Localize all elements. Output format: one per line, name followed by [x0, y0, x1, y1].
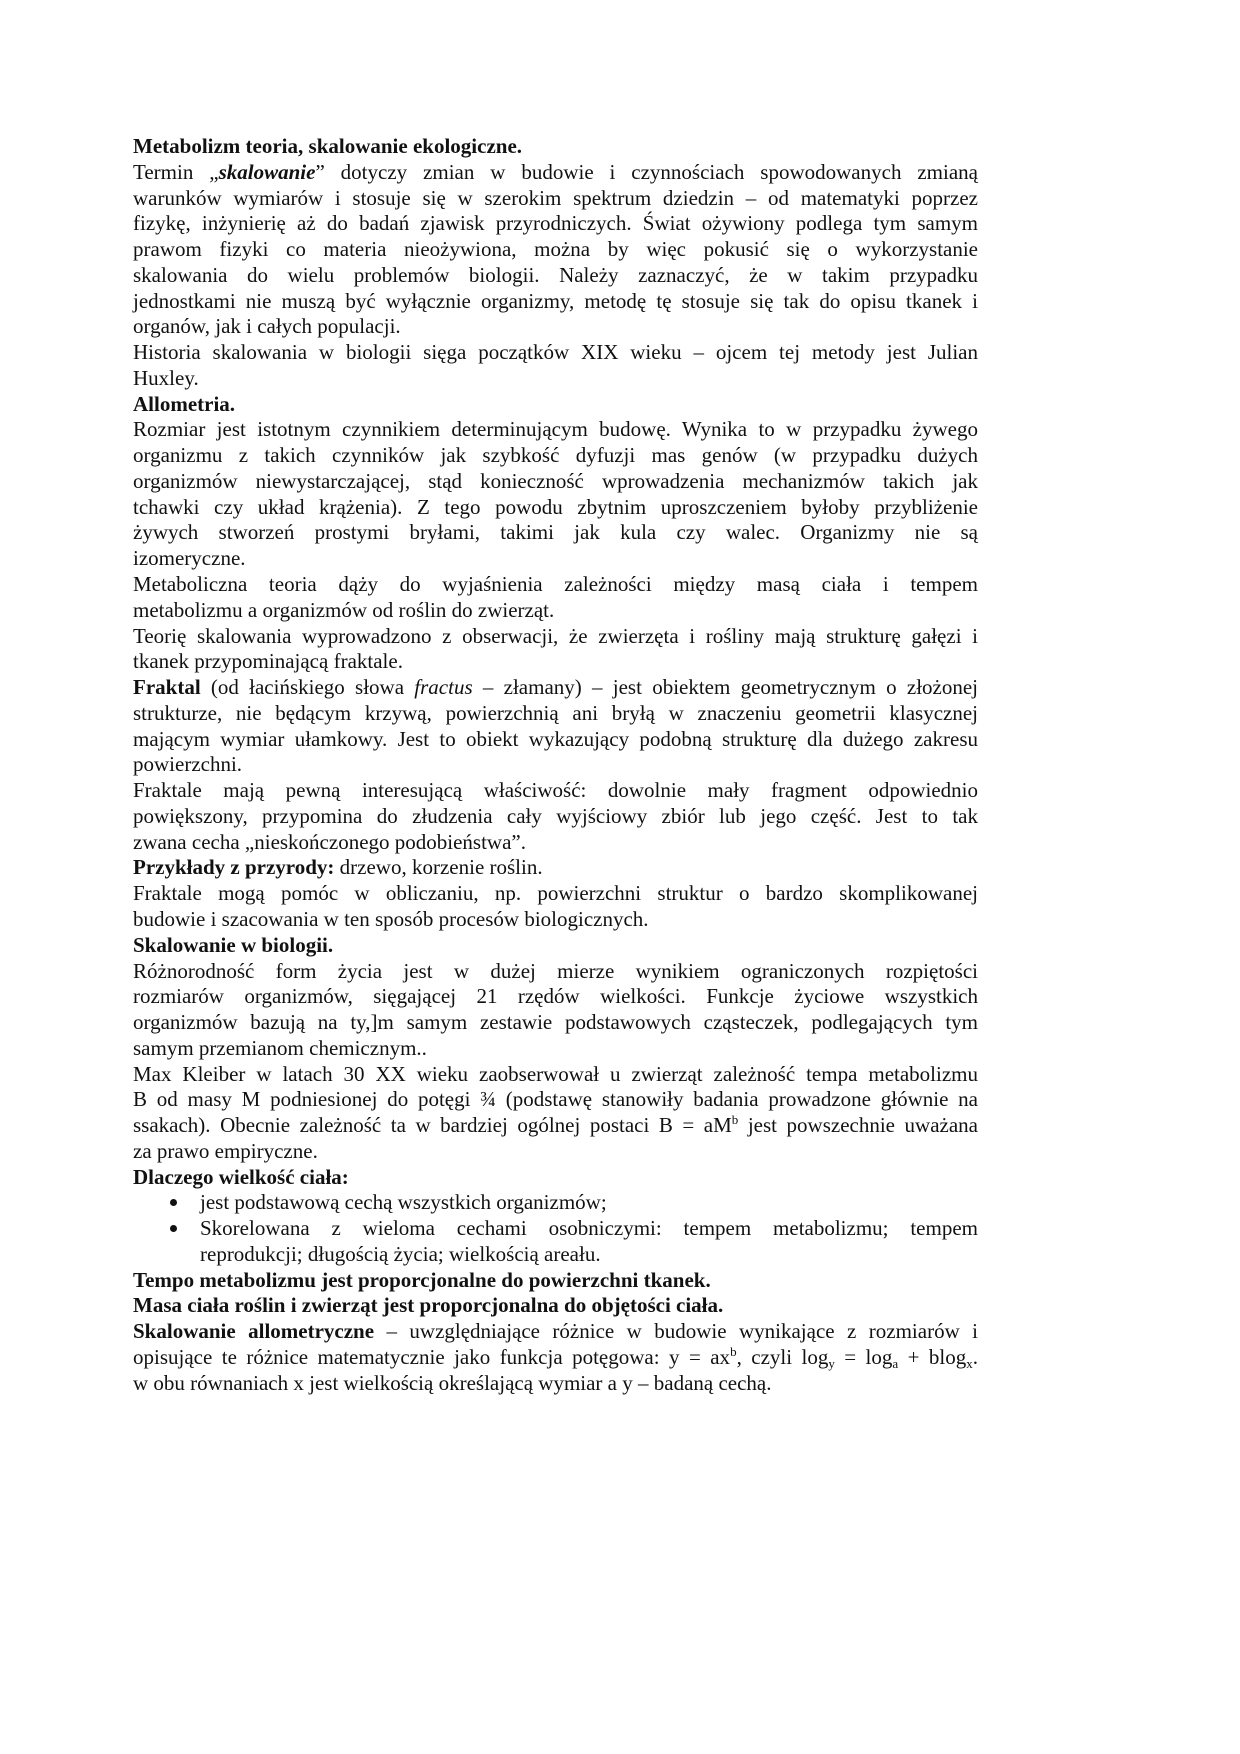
text-run: .: [972, 1344, 978, 1369]
superscript: b: [730, 1343, 737, 1359]
text-run: w obu równaniach x jest wielkością określającą wymiar a y – badaną cechą.: [133, 1370, 772, 1395]
text-run: jest podstawową cechą wszystkich organizmów;: [200, 1190, 607, 1215]
text-line: [133, 984, 978, 1010]
text-line: [133, 881, 978, 907]
text-run: + blog: [898, 1344, 967, 1369]
text-line: [133, 830, 978, 856]
text-line: [133, 263, 978, 289]
text-run: warunków wymiarów i stosuje się w szerokim spektrum dziedzin – od matematyki poprzez: [133, 185, 978, 210]
text-run: ” dotyczy zmian w budowie i czynnościach spowodowanych zmianą: [315, 159, 978, 184]
text-line: [133, 469, 978, 495]
paragraph: [133, 675, 978, 778]
text-run: tkanek przypominającą fraktale.: [133, 649, 403, 674]
text-line: [133, 443, 978, 469]
text-line: [133, 598, 978, 624]
subscript: y: [828, 1355, 835, 1371]
text-run: B od masy M podniesionej do potęgi ¾ (podstawę stanowiły badania prowadzone głównie na: [133, 1087, 978, 1112]
text-line: [133, 366, 978, 392]
emphasis-text: Tempo metabolizmu jest proporcjonalne do powierzchni tkanek.: [133, 1267, 711, 1292]
text-run: metabolizmu a organizmów od roślin do zwierząt.: [133, 597, 555, 622]
text-run: organizmów bazują na ty,]m samym zestawie podstawowych cząsteczek, podlegających tym: [133, 1010, 978, 1035]
text-line: [133, 1268, 978, 1294]
paragraph: [133, 1319, 978, 1396]
text-line: [133, 675, 978, 701]
text-line: [133, 546, 978, 572]
emphasis-text: Masa ciała roślin i zwierząt jest proporcjonalna do objętości ciała.: [133, 1293, 724, 1318]
subscript: x: [966, 1355, 973, 1371]
paragraph: [133, 417, 978, 572]
text-run: ssakach). Obecnie zależność ta w bardziej ogólnej postaci B = aM: [133, 1113, 732, 1138]
text-line: [133, 1113, 978, 1139]
text-run: – złamany) – jest obiektem geometrycznym o złożonej: [472, 675, 979, 700]
paragraph: [133, 1062, 978, 1165]
section-heading: [133, 392, 978, 418]
text-line: [133, 1242, 978, 1268]
text-run: Huxley.: [133, 365, 199, 390]
text-run: Skorelowana z wieloma cechami osobniczymi: tempem metabolizmu; tempem: [200, 1216, 978, 1241]
text-run: – uwzględniające różnice w budowie wynikające z rozmiarów i: [374, 1319, 978, 1344]
text-run: Termin „: [133, 159, 219, 184]
text-line: [133, 804, 978, 830]
text-line: [133, 417, 978, 443]
emphasis-text: Skalowanie w biologii.: [133, 932, 334, 957]
text-run: = log: [834, 1344, 893, 1369]
text-run: Teorię skalowania wyprowadzono z obserwacji, że zwierzęta i rośliny mają strukturę gałęzi i: [133, 623, 978, 648]
text-line: [133, 933, 978, 959]
text-line: [133, 701, 978, 727]
text-line: [133, 959, 978, 985]
paragraph: [133, 959, 978, 1062]
section-heading: [133, 1293, 978, 1319]
text-line: [133, 572, 978, 598]
text-run: samym przemianom chemicznym..: [133, 1035, 427, 1060]
text-line: [133, 778, 978, 804]
text-line: [133, 520, 978, 546]
text-line: [133, 1139, 978, 1165]
text-run: Metaboliczna teoria dąży do wyjaśnienia zależności między masą ciała i tempem: [133, 572, 978, 597]
text-line: [133, 1010, 978, 1036]
document-page: [133, 134, 978, 1397]
text-run: powiększony, przypomina do złudzenia cały wyjściowy zbiór lub jego część. Jest to tak: [133, 803, 978, 828]
text-run: Fraktale mają pewną interesującą właściwość: dowolnie mały fragment odpowiednio: [133, 778, 978, 803]
text-run: reprodukcji; długością życia; wielkością areału.: [200, 1241, 601, 1266]
text-line: [133, 340, 978, 366]
text-line: [133, 186, 978, 212]
text-run: opisujące te różnice matematycznie jako funkcja potęgowa: y = ax: [133, 1344, 731, 1369]
section-heading: [133, 933, 978, 959]
text-line: [133, 1319, 978, 1345]
text-run: Różnorodność form życia jest w dużej mierze wynikiem ograniczonych rozpiętości: [133, 958, 978, 983]
text-run: żywych stworzeń prostymi bryłami, takimi jak kula czy walec. Organizmy nie są: [133, 520, 978, 545]
text-line: [133, 1036, 978, 1062]
text-line: [133, 237, 978, 263]
emphasis-text: Przykłady z przyrody:: [133, 855, 335, 880]
text-line: [133, 289, 978, 315]
text-run: budowie i szacowania w ten sposób procesów biologicznych.: [133, 906, 649, 931]
text-run: organizmów niewystarczającej, stąd konieczność wprowadzenia mechanizmów takich jak: [133, 468, 978, 493]
text-run: tchawki czy układ krążenia). Z tego powodu zbytnim uproszczeniem byłoby przybliżenie: [133, 494, 978, 519]
text-run: organizmu z takich czynników jak szybkość dyfuzji mas genów (w przypadku dużych: [133, 443, 978, 468]
bullet-item: [133, 1190, 978, 1216]
paragraph: [133, 160, 978, 340]
text-line: [133, 1216, 978, 1242]
text-line: [133, 392, 978, 418]
text-run: izomeryczne.: [133, 546, 246, 571]
text-line: [133, 752, 978, 778]
text-run: Historia skalowania w biologii sięga początków XIX wieku – ojcem tej metody jest Julian: [133, 340, 978, 365]
text-run: zwana cecha „nieskończonego podobieństwa”.: [133, 829, 526, 854]
emphasis-text: Fraktal: [133, 675, 201, 700]
text-run: , czyli log: [736, 1344, 829, 1369]
emphasis-text: skalowanie: [218, 159, 316, 184]
text-line: [133, 1062, 978, 1088]
paragraph: [133, 340, 978, 392]
text-run: strukturze, nie będącym krzywą, powierzchnią ani bryłą w znaczeniu geometrii klasycznej: [133, 700, 978, 725]
paragraph: [133, 881, 978, 933]
subscript: a: [892, 1355, 899, 1371]
text-run: drzewo, korzenie roślin.: [334, 855, 543, 880]
text-run: fizykę, inżynierię aż do badań zjawisk przyrodniczych. Świat ożywiony podlega tym samym: [133, 211, 978, 236]
text-line: [133, 1165, 978, 1191]
text-run: powierzchni.: [133, 752, 243, 777]
text-line: [133, 727, 978, 753]
text-line: [133, 1190, 978, 1216]
text-run: (od łacińskiego słowa: [200, 675, 415, 700]
paragraph: [133, 572, 978, 624]
text-run: Rozmiar jest istotnym czynnikiem determinującym budowę. Wynika to w przypadku żywego: [133, 417, 978, 442]
text-line: [133, 1087, 978, 1113]
text-run: skalowania do wielu problemów biologii. Należy zaznaczyć, że w takim przypadku: [133, 262, 978, 287]
emphasis-text: Allometria.: [133, 391, 236, 416]
text-line: [133, 211, 978, 237]
emphasis-text: Dlaczego wielkość ciała:: [133, 1164, 349, 1189]
text-line: [133, 855, 978, 881]
text-run: organów, jak i całych populacji.: [133, 314, 401, 339]
text-run: Max Kleiber w latach 30 XX wieku zaobserwował u zwierząt zależność tempa metabolizmu: [133, 1061, 978, 1086]
text-run: rozmiarów organizmów, sięgającej 21 rzędów wielkości. Funkcje życiowe wszystkich: [133, 984, 978, 1009]
emphasis-text: Metabolizm teoria, skalowanie ekologiczne.: [133, 134, 523, 158]
text-run: za prawo empiryczne.: [133, 1138, 318, 1163]
text-run: Fraktale mogą pomóc w obliczaniu, np. powierzchni struktur o bardzo skomplikowanej: [133, 881, 978, 906]
text-run: mającym wymiar ułamkowy. Jest to obiekt wykazujący podobną strukturę dla dużego zakresu: [133, 726, 978, 751]
text-run: jest powszechnie uważana: [738, 1113, 978, 1138]
paragraph: [133, 624, 978, 676]
text-run: prawom fizyki co materia nieożywiona, można by więc pokusić się o wykorzystanie: [133, 237, 978, 262]
bullet-item: [133, 1216, 978, 1268]
text-line: [133, 134, 978, 160]
text-line: [133, 160, 978, 186]
text-line: [133, 1345, 978, 1371]
text-line: [133, 1293, 978, 1319]
text-line: [133, 1371, 978, 1397]
paragraph: [133, 778, 978, 855]
text-run: jednostkami nie muszą być wyłącznie organizmy, metodę tę stosuje się tak do opisu tkanek i: [133, 288, 978, 313]
superscript: b: [731, 1112, 739, 1128]
text-line: [133, 314, 978, 340]
emphasis-text: fractus: [414, 675, 473, 700]
text-line: [133, 907, 978, 933]
section-heading: [133, 1268, 978, 1294]
text-line: [133, 649, 978, 675]
emphasis-text: Skalowanie allometryczne: [133, 1319, 375, 1344]
text-line: [133, 624, 978, 650]
text-line: [133, 495, 978, 521]
section-heading: [133, 1165, 978, 1191]
paragraph: [133, 855, 978, 881]
section-heading: [133, 134, 978, 160]
